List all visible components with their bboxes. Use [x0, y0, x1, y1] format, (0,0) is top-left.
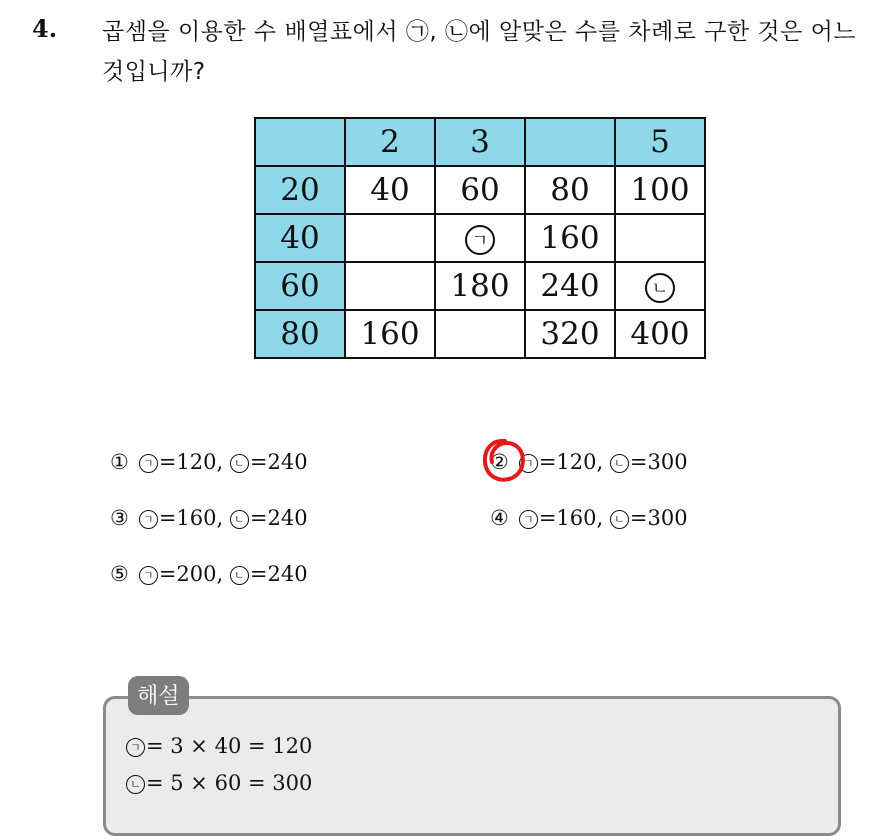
choice-value-a: =200, — [158, 562, 224, 586]
choice-number: ③ — [110, 506, 129, 530]
table-cell: 160 — [345, 310, 435, 358]
solution-line-1 — [126, 734, 312, 758]
circled-nieun-icon: ㄴ — [645, 273, 675, 303]
circled-nieun-icon: ㄴ — [230, 454, 249, 473]
solution-box — [103, 696, 841, 836]
table-cell: 400 — [615, 310, 705, 358]
table-cell: 160 — [525, 214, 615, 262]
table-cell: 320 — [525, 310, 615, 358]
choice-value-a: =120, — [158, 450, 224, 474]
table-row — [255, 262, 705, 310]
table-row — [255, 214, 705, 262]
circled-giyeok-icon: ㄱ — [519, 510, 538, 529]
table-cell — [345, 214, 435, 262]
multiplication-table — [254, 117, 706, 359]
choice-number: ① — [110, 450, 129, 474]
table-cell: 40 — [345, 166, 435, 214]
question-number: 4. — [32, 14, 58, 43]
answer-mark-icon — [478, 435, 530, 487]
choice-value-a: =120, — [538, 450, 604, 474]
question-text: 곱셈을 이용한 수 배열표에서 ㉠, ㉡에 알맞은 수를 차례로 구한 것은 어느 것입니까? — [102, 19, 857, 85]
table-cell — [615, 214, 705, 262]
table-cell: 80 — [525, 166, 615, 214]
table-cell — [345, 262, 435, 310]
solution-expression: = 3 × 40 = 120 — [146, 734, 313, 758]
table-cell — [255, 118, 345, 166]
table-cell — [525, 118, 615, 166]
table-cell: 100 — [615, 166, 705, 214]
choice-5[interactable] — [110, 562, 308, 586]
table-cell: 3 — [435, 118, 525, 166]
circled-nieun-icon: ㄴ — [610, 454, 629, 473]
circled-giyeok-icon: ㄱ — [126, 738, 145, 757]
row-header-cell: 80 — [255, 310, 345, 358]
choice-value-a: =160, — [158, 506, 224, 530]
circled-giyeok-icon: ㄱ — [139, 454, 158, 473]
choice-value-b: =240 — [249, 450, 308, 474]
circled-giyeok-icon: ㄱ — [139, 566, 158, 585]
choice-value-b: =300 — [629, 450, 688, 474]
table-row — [255, 166, 705, 214]
choice-value-a: =160, — [538, 506, 604, 530]
table-cell: 60 — [435, 166, 525, 214]
choice-number: ⑤ — [110, 562, 129, 586]
circled-nieun-icon: ㄴ — [230, 510, 249, 529]
row-header-cell: 20 — [255, 166, 345, 214]
circled-nieun-icon: ㄴ — [126, 775, 145, 794]
choice-4[interactable] — [490, 506, 688, 530]
choice-value-b: =300 — [629, 506, 688, 530]
table-cell: 180 — [435, 262, 525, 310]
solution-expression: = 5 × 60 = 300 — [146, 771, 313, 795]
circled-nieun-icon: ㄴ — [230, 566, 249, 585]
choice-number: ② — [490, 450, 509, 474]
circled-giyeok-icon: ㄱ — [465, 225, 495, 255]
table-cell: 240 — [525, 262, 615, 310]
choice-1[interactable] — [110, 450, 308, 474]
circled-giyeok-icon: ㄱ — [139, 510, 158, 529]
circled-giyeok-icon: ㄱ — [519, 454, 538, 473]
solution-label: 해설 — [128, 676, 189, 715]
choice-number: ④ — [490, 506, 509, 530]
table-cell — [435, 310, 525, 358]
table-cell-blank-a — [435, 214, 525, 262]
row-header-cell: 60 — [255, 262, 345, 310]
table-row — [255, 310, 705, 358]
row-header-cell: 40 — [255, 214, 345, 262]
choice-3[interactable] — [110, 506, 308, 530]
table-header-row — [255, 118, 705, 166]
choice-value-b: =240 — [249, 562, 308, 586]
choice-value-b: =240 — [249, 506, 308, 530]
table-cell: 2 — [345, 118, 435, 166]
table-cell-blank-b — [615, 262, 705, 310]
table-cell: 5 — [615, 118, 705, 166]
circled-nieun-icon: ㄴ — [610, 510, 629, 529]
solution-line-2 — [126, 771, 312, 795]
